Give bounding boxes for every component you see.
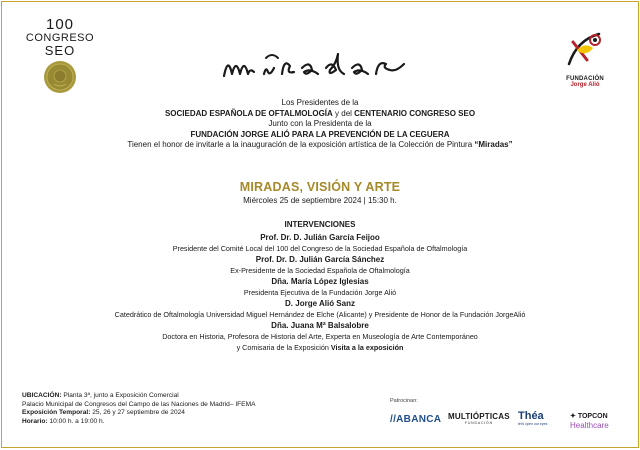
miradas-script-logo [220,46,410,87]
speaker-name: Prof. Dr. D. Julián García Feijoo [260,233,380,242]
exhibition-label: Exposición Temporal: [22,409,91,417]
seo-acronym: SEO [44,43,76,58]
abanca-logo: //ABANCA [390,414,442,425]
intro-fundacion: FUNDACIÓN JORGE ALIÓ PARA LA PREVENCIÓN DE LA CEGUERA [190,129,450,139]
intro-line-5 [2,140,638,151]
speaker-role: Presidenta Ejecutiva de la Fundación Jorge Alió [243,288,397,297]
speaker-role: Ex-Presidente de la Sociedad Española de Oftalmología [230,266,410,275]
speaker-role-text: y Comisaria de la Exposición [236,343,331,352]
speaker-role: Presidente del Comité Local del 100 del Congreso de la Sociedad Española de Oftalmología [172,244,468,253]
multiopticas-logo [448,412,510,425]
topcon-logo [570,412,609,430]
multiopticas-name: MULTIÓPTICAS [448,412,510,421]
thea-name: Théa [518,410,544,422]
exhibition-line [22,409,255,418]
exhibition-value: 25, 26 y 27 septiembre de 2024 [90,409,185,417]
intro-line-2 [2,109,638,120]
intro-line-4 [2,130,638,141]
speakers-list [2,232,638,353]
location-value: Planta 3ª, junto a Exposición Comercial [61,392,179,399]
venue-line: Palacio Municipal de Congresos del Campo de las Naciones de Madrid– IFEMA [22,400,256,408]
intro-centenario: CENTENARIO CONGRESO SEO [354,108,476,118]
intro-invite-text: Tienen el honor de invitarle a la inauguración de la exposición artística de la Colección de Pintura [127,140,475,150]
intro-line-1: Los Presidentes de la [281,98,359,107]
miradas-script-icon [220,46,410,82]
intro-text [2,98,638,151]
location-line [22,392,255,401]
seo-medal-icon [43,60,77,94]
hours-label: Horario: [22,417,48,425]
thea-tagline: let’s open our eyes [518,422,548,426]
venue-info [22,392,255,426]
fundacion-eye-icon [563,30,607,70]
speaker-name: D. Jorge Alió Sanz [285,299,355,308]
hours-value: 10:00 h. a 19:00 h. [47,417,105,425]
intro-line-3: Junto con la Presidenta de la [268,119,372,129]
speaker-name: Dña. Juana Mª Balsalobre [271,321,369,330]
topcon-sub: Healthcare [570,421,609,430]
seo-number: 100 [45,16,75,33]
thea-logo [518,410,547,426]
fundacion-name-line2: Jorge Alió [570,82,600,88]
event-date: Miércoles 25 de septiembre 2024 | 15:30 h. [243,196,397,205]
intro-seo-society: SOCIEDAD ESPAÑOLA DE OFTALMOLOGÍA [164,108,333,118]
fundacion-name-line1: FUNDACIÓN [566,76,604,82]
hours-line [22,418,255,427]
speaker-name: Prof. Dr. D. Julián García Sánchez [255,255,385,264]
speaker-role: Doctora en Historia, Profesora de Historia del Arte, Experta en Museología de Arte Contemporáneo [162,332,478,341]
topcon-name-text: TOPCON [577,413,608,420]
exhibition-visit-label: Visita a la exposición [330,343,404,352]
speaker-role-continued [2,342,638,353]
speaker-name: Dña. María López Iglesias [271,277,369,286]
seo-word: CONGRESO [25,32,95,44]
intro-conjunction: y del [332,108,355,118]
sponsors-label: Patrocinan: [390,398,418,404]
intro-collection-name: “Miradas” [474,140,513,150]
topcon-star-icon: ✦ [570,413,576,420]
topcon-name [570,412,609,421]
speaker-role: Catedrático de Oftalmología Universidad Miguel Hernández de Elche (Alicante) y Presidente de Honor de la Fundación JorgeAlió [114,310,526,319]
invitation-card [1,1,639,448]
fundacion-jorge-alio-logo [550,30,620,88]
interventions-heading: INTERVENCIONES [284,220,356,229]
multiopticas-sub: FUNDACIÓN [464,421,493,425]
location-label: UBICACIÓN: [22,392,62,399]
congreso-seo-logo [24,18,96,94]
event-title: MIRADAS, VISIÓN Y ARTE [239,180,401,194]
